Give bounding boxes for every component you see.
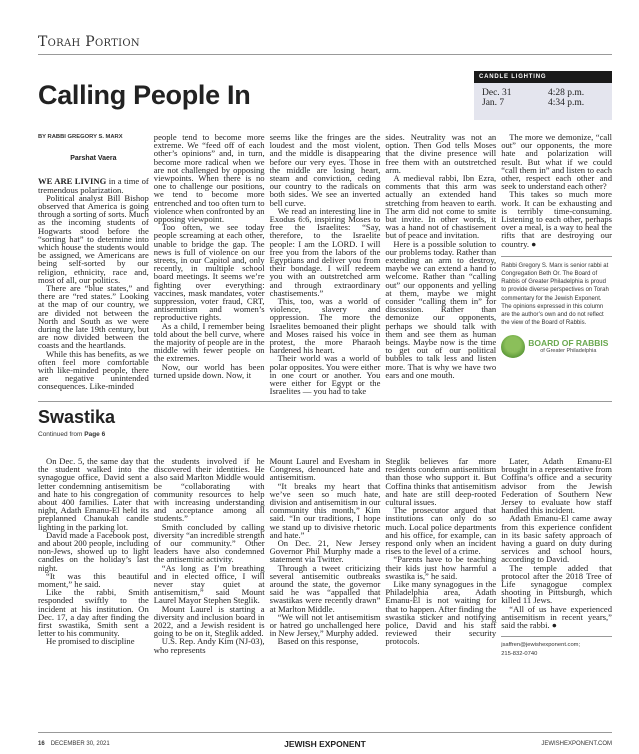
column [270,457,381,659]
paragraph: Mount Laurel and Evesham in Congress, denounced hate and antisemitism. [269,456,381,483]
paragraph: The temple added that protocol after the 2018 Tree of Life synagogue complex shooting in Pittsburgh, which killed 11 Jews. [501,562,612,606]
paragraph: “All of us have experienced antisemitism in recent years,” said the rabbi. ● [501,603,612,631]
issue-date: DECEMBER 30, 2021 [50,741,110,747]
paragraph: The prosecutor argued that institutions can only do so much. Local police departments and his office, for example, can respond only when an incident rises to the level of a crime. [385,505,497,557]
column [154,457,265,659]
logo-name: BOARD OF RABBIS [528,338,609,349]
page-footer [38,741,612,747]
paragraph: sides. Neutrality was not an option. Then God tells Moses that the divine presence will free them with an outstretched arm. [385,132,497,175]
paragraph: A medieval rabbi, Ibn Ezra, comments that this arm was actually an extended hand stretching from heaven to earth. The arm did not come to smite but invite. In other words, it was a hand not of chastisement but of peace and invitation. [385,173,497,241]
paragraph: Through a tweet criticizing several antisemitic outbreaks around the state, the governor said he was “appalled that swastikas were recently drawn” at Marlton Middle. [269,562,381,614]
article1-body [38,133,612,396]
paragraph: “It was this beautiful moment,” he said. [38,570,149,590]
column [501,457,612,659]
paragraph: Smith concluded by calling diversity “an incredible strength of our community.” Other leaders have also condemned the antisemitic activity. [153,521,265,565]
paragraph: David made a Facebook post, and about 200 people, including non-Jews, showed up to light candles on the holiday’s last night. [38,529,149,573]
paragraph: On Dec. 5, the same day that the student walked into the synagogue office, David sent a letter condemning antisemitism and hate to his congregation of about 400 families. Later that night, Adath Emanu-El held its preplanned Chanukah candle lighting in the parking lot. [38,456,149,532]
column [385,457,496,659]
candle-lighting-box [474,71,612,120]
paragraph: There are “blue states,” and there are “red states.” Looking at the map of our country, we are divided not between the North and South as we were during the late 19th century, but are now divided between the coasts and the heartlands. [38,283,149,351]
paragraph: Like the rabbi, Smith responded swiftly to the incident at his institution. On Dec. 17, a day after finding the first swastika, Smith sent a letter to his community. [38,587,149,639]
contact-email[interactable]: jsaffren@jewishexponent.com; [501,642,581,649]
divider [38,54,612,55]
paragraph: “As long as I’m breathing and in elected office, I will never stay quiet at antisemitism,” said Mount Laurel Mayor Stephen Steglik. [153,562,265,606]
publication-name: JEWISH EXPONENT [284,739,366,749]
paragraph: “Parents have to be teaching their kids just how harmful a swastika is,” he said. [385,554,497,581]
paragraph: Based on this response, [277,636,359,647]
column [501,133,612,396]
candle-lighting-header: CANDLE LIGHTING [474,71,612,83]
paragraph: This takes so much more work. It can be exhausting and is terribly time-consuming. Listening to each other, perhaps over a meal, is a way to heal the rifts that are destroying our country. ● [501,189,612,249]
paragraph: While this has benefits, as we often feel more comfortable with like-minded people, there are negative unintended consequences. Like-minded [38,348,149,392]
article2-body [38,457,612,659]
author-contact [501,636,612,659]
paragraph: This, too, was a world of violence, slavery and oppression. The more the Israelites bemoaned their plight and Moses raised his voice in protest, the more Pharaoh hardened his heart. [269,296,381,356]
paragraph: Mount Laurel is starting a diversity and inclusion board in 2022, and a Jewish resident is going to be on it, Steglik added. [153,603,265,639]
board-of-rabbis-logo [501,335,612,359]
column [154,133,265,396]
paragraph: On Dec. 21, New Jersey Governor Phil Murphy made a statement via Twitter. [269,538,381,565]
paragraph: We read an interesting line in Exodus 6:6, inspiring Moses to free the Israelites: “Say, therefore, to the Israelite people: I am the LORD. I will free you from the labors of the Egyptians and deliver you from their bondage. I will redeem you with an outstretched arm and through extraordinary chastisements.” [269,205,381,298]
tree-icon [501,335,525,359]
paragraph: Like many synagogues in the Philadelphia area, Adath Emanu-El is not waiting for that to happen. After finding the swastika sticker and notifying police, David and his staff reviewed their security protocols. [385,579,497,647]
column [38,133,149,396]
paragraph: “It breaks my heart that we’ve seen so much hate, division and antisemitism in our community this month,” Kim said. “In our traditions, I hope we stand up to divisive rhetoric and hate.” [269,480,381,540]
continued-from: Continued from Page 6 [38,431,106,438]
paragraph: He promised to discipline [46,636,135,647]
paragraph: U.S. Rep. Andy Kim (NJ-03), who represents [153,636,265,655]
author-bio: Rabbi Gregory S. Marx is senior rabbi at Congregation Beth Or. The Board of Rabbis of Greater Philadelphia is proud to provide diverse perspectives on Torah commentary for the Jewish Exponent. The opinions expressed in this column are the author’s own and do not reflect the view of the Board of Rabbis. [501,256,612,328]
paragraph: As a child, I remember being told about the bell curve, where the majority of people are in the middle with fewer people on the extremes. [153,320,265,364]
column [385,133,496,396]
paragraph: Too often, we see today people screaming at each other, unable to bridge the gap. The news is full of violence on our streets, in our Capitol and, only recently, in multiple school board meetings. It seems we’re fighting over everything: vaccines, mask mandates, voter suppression, voter fraud, CRT, antisemitism and women’s reproductive rights. [153,222,265,323]
continued-page-link[interactable]: Page 6 [84,431,106,438]
column [38,457,149,659]
parsha-name: Parshat Vaera [70,155,117,163]
contact-phone: 215-832-0740 [501,651,538,658]
paragraph: the students involved if he discovered their identities. He also said Marlton Middle would be “collaborating with community resources to help with increasing understanding and acceptance among all students.” [153,456,265,524]
logo-subtitle: of Greater Philadelphia [540,348,597,355]
paragraph: seems like the fringes are the loudest and the most violent, and the middle is disappearing before our very eyes. Those in the middle are losing heart, steam and conviction, ceding our country to the radicals on both sides. We see an inverted bell curve. [269,132,381,208]
paragraph: Later, Adath Emanu-El brought in a representative from Coffina’s office and a security advisor from the Jewish Federation of Southern New Jersey to evaluate how staff handled this incident. [501,456,612,516]
website[interactable]: JEWISHEXPONENT.COM [541,741,612,747]
paragraph: “We will not let antisemitism or hatred go unchallenged here in New Jersey,” Murphy added. [269,611,381,639]
divider [38,401,612,402]
candle-row: Jan. 7 4:34 p.m. [482,98,585,108]
paragraph: Here is a possible solution to our problems today. Rather than extending an arm to destroy, maybe we can extend a hand to welcome. Rather than “calling out” our opponents and yelling at them, maybe we might consider “calling them in” for discussion. Rather than demonize our opponents, perhaps we should talk with them and see them as human beings. Maybe now is the time to get out of our political bubbles to talk less and listen more. That is why we have two ears and one mouth. [385,238,497,380]
paragraph: The more we demonize, “call out” our opponents, the more hate and polarization will result. But what if we could “call them in” and listen to each other, respect each other and seek to understand each other? [501,132,612,192]
byline: BY RABBI GREGORY S. MARX [38,134,123,140]
divider [38,732,612,733]
article-title: Calling People In [38,80,251,110]
paragraph: Adath Emanu-El came away from this experience confident in its basic safety approach of having a guard on duty during services and school hours, according to David. [501,513,612,565]
page-number: 16 [38,741,45,747]
paragraph: Their world was a world of polar opposites. You were either in one court or another. You were either for Egypt or the Israelites — you had to take [269,353,381,397]
paragraph: Now, our world has been turned upside down. Now, it [153,361,265,380]
paragraph: Steglik believes far more residents condemn antisemitism than those who support it. But Coffina thinks that antisemitism and hate are still deep-rooted cultural issues. [385,456,497,508]
paragraph: people tend to become more extreme. We “feed off of each other’s opinions” and, in turn, become more radical when we are not challenged by opposing viewpoints. When there is no one to challenge our positions, we tend to become more entrenched and too often turn to violence when confronted by an opposing viewpoint. [153,132,265,225]
paragraph: WE ARE LIVING in a time of tremendous polarization. [38,176,149,195]
candle-row: Dec. 31 4:28 p.m. [482,88,585,98]
section-label: Torah Portion [38,34,140,50]
column [270,133,381,396]
paragraph: Political analyst Bill Bishop observed that America is going through a sorting of sorts. Much as the incoming students of Hogwarts stood before the “sorting hat” to determine into which house the students would be assigned, we Americans are being self-sorted by our religion, ethnicity, race and, most of all, our politics. [38,192,149,285]
article-title: Swastika [38,407,116,427]
